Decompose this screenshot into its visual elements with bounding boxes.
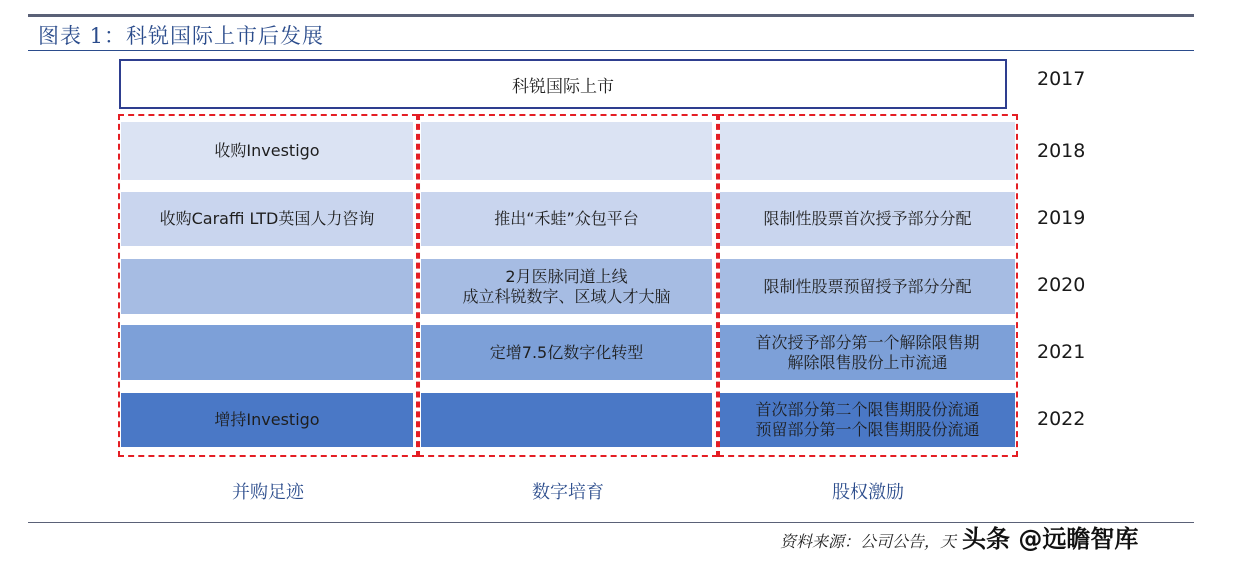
year-label: 2022 (1037, 408, 1086, 430)
cell-text: 限制性股票预留授予部分分配 (763, 276, 972, 296)
digital-column-frame (418, 114, 718, 457)
top-rule (28, 14, 1194, 17)
ipo-event-box (119, 59, 1007, 109)
cell-text: 收购Caraffi LTD英国人力咨询 (159, 209, 375, 228)
year-label: 2018 (1037, 140, 1086, 162)
column-label-digital: 数字培育 (532, 482, 604, 503)
cell-text: 增持Investigo (214, 410, 320, 429)
cell-text: 限制性股票首次授予部分分配 (763, 209, 972, 228)
figure-title: 图表 1：科锐国际上市后发展 (38, 24, 325, 48)
ipo-event-label: 科锐国际上市 (512, 76, 614, 97)
cell-text: 推出“禾蛙”众包平台 (494, 209, 639, 228)
year-label-2017: 2017 (1037, 68, 1086, 90)
year-label: 2021 (1037, 341, 1086, 363)
watermark: 头条 @远瞻智库 (962, 525, 1139, 553)
title-rule (28, 50, 1194, 51)
m-and-a-column-frame (118, 114, 418, 457)
cell-text-line: 成立科锐数字、区域人才大脑 (462, 286, 671, 306)
cell-text-line: 首次部分第二个限售期股份流通 (755, 400, 980, 419)
year-label: 2019 (1037, 207, 1086, 229)
cell-text: 收购Investigo (214, 141, 320, 160)
year-label: 2020 (1037, 274, 1086, 296)
cell-text-line: 解除限售股份上市流通 (787, 352, 948, 372)
column-label-equity: 股权激励 (832, 482, 904, 503)
source-note: 资料来源：公司公告，天 (780, 532, 957, 551)
column-label-m-and-a: 并购足迹 (232, 482, 304, 503)
equity-column-frame (718, 114, 1018, 457)
cell-text-line: 首次授予部分第一个解除限售期 (755, 332, 980, 352)
cell-text: 定增7.5亿数字化转型 (489, 342, 644, 362)
cell-text-line: 预留部分第一个限售期股份流通 (755, 420, 980, 439)
cell-text-line: 2月医脉同道上线 (505, 266, 628, 286)
